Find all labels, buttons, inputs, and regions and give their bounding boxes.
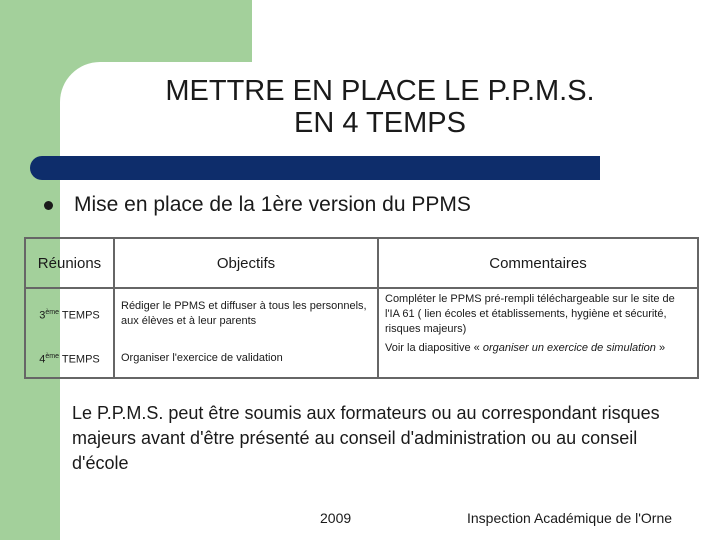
commentaire-suffix: » <box>658 342 666 354</box>
commentaire-italic: organiser un exercice de simulation <box>479 342 659 354</box>
commentaire-cell <box>378 339 698 378</box>
reunion-ordinal: ème <box>45 352 59 360</box>
reunion-number: 4 <box>39 353 46 366</box>
reunion-number: 3 <box>39 309 46 322</box>
footer-year: 2009 <box>320 510 352 526</box>
slide-title-line1: METTRE EN PLACE LE P.P.M.S. <box>165 75 595 107</box>
header-commentaires: Commentaires <box>378 238 698 288</box>
reunion-ordinal: ème <box>45 308 59 316</box>
table-row <box>25 339 698 378</box>
table-row <box>25 288 698 339</box>
footer-organization: Inspection Académique de l'Orne <box>467 510 673 526</box>
table-header-row <box>25 238 698 288</box>
header-reunions: Réunions <box>25 238 114 288</box>
bullet-text: Mise en place de la 1ère version du PPMS <box>74 193 471 216</box>
slide-title <box>70 75 690 139</box>
commentaire-prefix: Voir la diapositive « <box>385 342 480 354</box>
header-objectifs: Objectifs <box>114 238 378 288</box>
objectif-cell: Organiser l'exercice de validation <box>114 339 378 378</box>
reunion-label: TEMPS <box>61 353 100 366</box>
reunion-label: TEMPS <box>61 309 100 322</box>
title-divider-bar <box>30 156 600 180</box>
slide-title-line2: EN 4 TEMPS <box>294 107 466 139</box>
reunion-cell <box>25 339 114 378</box>
objectif-cell: Rédiger le PPMS et diffuser à tous les personnels, aux élèves et à leur parents <box>114 288 378 339</box>
note-paragraph: Le P.P.M.S. peut être soumis aux formateurs ou au correspondant risques majeurs avant d'être présenté au conseil d'administration ou au conseil d'école <box>72 403 660 473</box>
reunion-cell <box>25 288 114 339</box>
commentaire-cell: Compléter le PPMS pré-rempli téléchargeable sur le site de l'IA 61 ( lien écoles et établissements, hygiène et sécurité, risques majeurs) <box>378 288 698 339</box>
bullet-icon <box>44 201 53 210</box>
ppms-table <box>24 237 699 379</box>
